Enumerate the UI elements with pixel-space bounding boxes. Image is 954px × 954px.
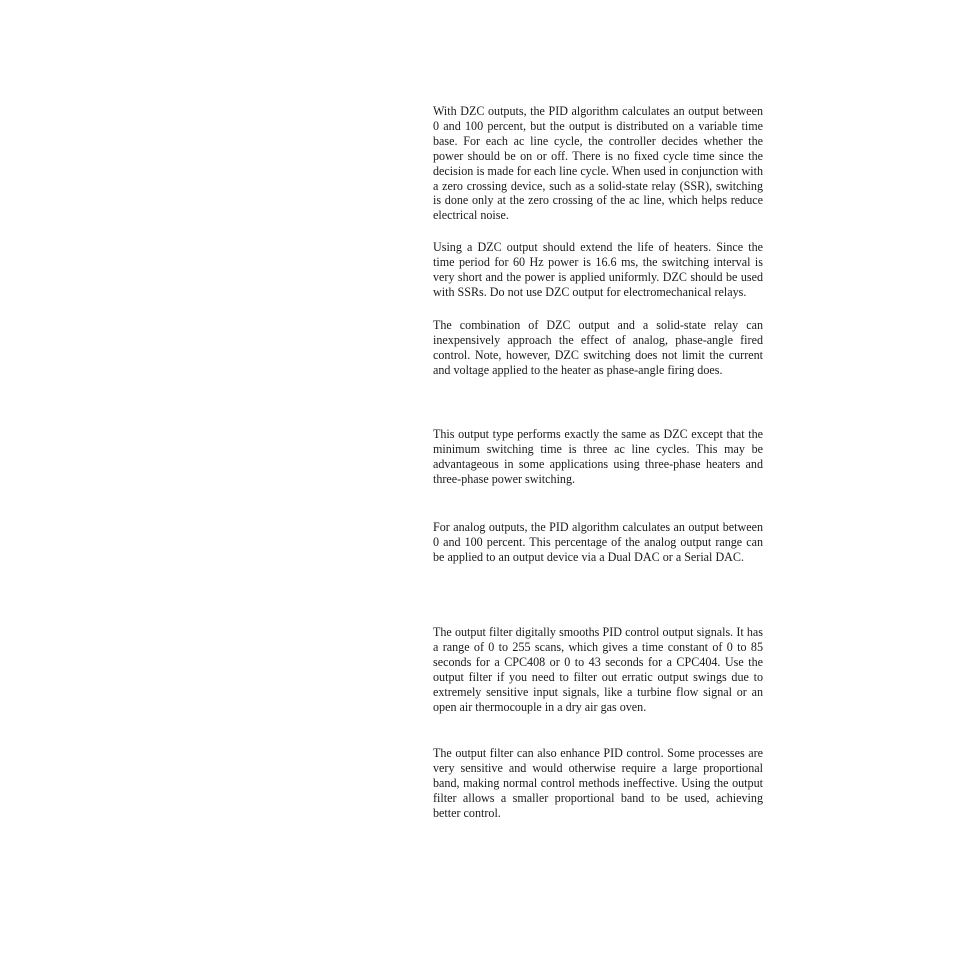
paragraph-dzc-ssr-combination: The combination of DZC output and a solid-state relay can inexpensively approach the effect of analog, phase-angle fired control. Note, however, DZC switching does not limit the current and voltage applied to the heater as phase-angle firing does. <box>433 318 763 377</box>
paragraph-analog-outputs: For analog outputs, the PID algorithm calculates an output between 0 and 100 percent. This percentage of the analog output range can be applied to an output device via a Dual DAC or a Serial DAC. <box>433 520 763 564</box>
paragraph-output-filter-enhance: The output filter can also enhance PID control. Some processes are very sensitive and would otherwise require a large proportional band, making normal control methods ineffective. Using the output filter allows a smaller proportional band to be used, achieving better control. <box>433 746 763 820</box>
paragraph-dzc-outputs: With DZC outputs, the PID algorithm calculates an output between 0 and 100 percent, but the output is distributed on a variable time base. For each ac line cycle, the controller decides whether the power should be on or off. There is no fixed cycle time since the decision is made for each line cycle. When used in conjunction with a zero crossing device, such as a solid-state relay (SSR), switching is done only at the zero crossing of the ac line, which helps reduce electrical noise. <box>433 104 763 223</box>
paragraph-three-cycle-output: This output type performs exactly the same as DZC except that the minimum switching time is three ac line cycles. This may be advantageous in some applications using three-phase heaters and three-phase power switching. <box>433 427 763 486</box>
paragraph-output-filter: The output filter digitally smooths PID control output signals. It has a range of 0 to 255 scans, which gives a time constant of 0 to 85 seconds for a CPC408 or 0 to 43 seconds for a CPC404. Use the output filter if you need to filter out erratic output swings due to extremely sensitive input signals, like a turbine flow signal or an open air thermocouple in a dry air gas oven. <box>433 625 763 714</box>
paragraph-dzc-heater-life: Using a DZC output should extend the life of heaters. Since the time period for 60 Hz power is 16.6 ms, the switching interval is very short and the power is applied uniformly. DZC should be used with SSRs. Do not use DZC output for electromechanical relays. <box>433 240 763 299</box>
text-column <box>433 0 763 954</box>
